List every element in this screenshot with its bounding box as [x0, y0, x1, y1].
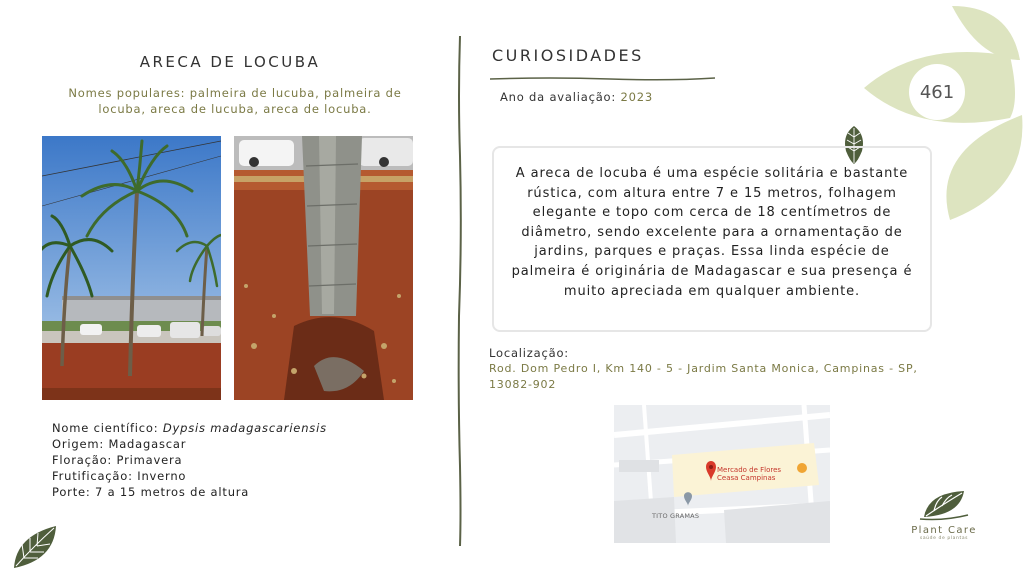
vertical-divider — [455, 36, 465, 546]
plant-title: ARECA DE LOCUBA — [139, 53, 321, 71]
map-place-label: Mercado de Flores Ceasa Campinas — [717, 466, 782, 482]
brand-name: Plant Care — [911, 525, 977, 536]
origin: Origem: Madagascar — [52, 437, 187, 451]
curiosities-title: CURIOSIDADES — [492, 46, 644, 65]
flowering: Floração: Primavera — [52, 453, 183, 467]
evaluation-year-value: 2023 — [620, 90, 653, 104]
location-label: Localização: — [489, 346, 569, 360]
leaf-logo-icon — [916, 487, 972, 521]
plant-care-logo — [906, 487, 982, 543]
evaluation-year: Ano da avaliação: 2023 — [500, 90, 653, 104]
leaf-icon — [10, 522, 62, 572]
palm-trees-photo — [42, 136, 221, 400]
plant-facts — [52, 420, 327, 500]
size: Porte: 7 a 15 metros de altura — [52, 485, 250, 499]
description-text: A areca de locuba é uma espécie solitária e bastante rústica, com altura entre 7 e 15 metros, folhagem elegante e topo com cerca de 18 centímetros de diâmetro, sendo excelente para a ornamentação de jardins, parques e praças. Essa linda espécie de palmeira é originária de Madagascar e sua presença é muito apreciada em qualquer ambiente. — [511, 166, 913, 299]
scientific-name: Nome científico: Dypsis madagascariensis — [52, 421, 327, 435]
map-street-label: TITO GRAMAS — [652, 512, 700, 520]
palm-trunk-photo — [234, 136, 413, 400]
location-address: Rod. Dom Pedro I, Km 140 - 5 - Jardim Santa Monica, Campinas - SP, 13082-902 — [489, 362, 918, 391]
brand-tagline: saúde de plantas — [919, 536, 969, 541]
popular-names: Nomes populares: palmeira de lucuba, palmeira de locuba, areca de lucuba, areca de locuba. — [68, 86, 402, 116]
fruiting: Frutificação: Inverno — [52, 469, 187, 483]
title-underline — [490, 68, 715, 76]
plant-number-badge: 461 — [909, 64, 965, 120]
description-box — [492, 146, 932, 332]
scientific-name-value: Dypsis madagascariensis — [162, 421, 327, 435]
